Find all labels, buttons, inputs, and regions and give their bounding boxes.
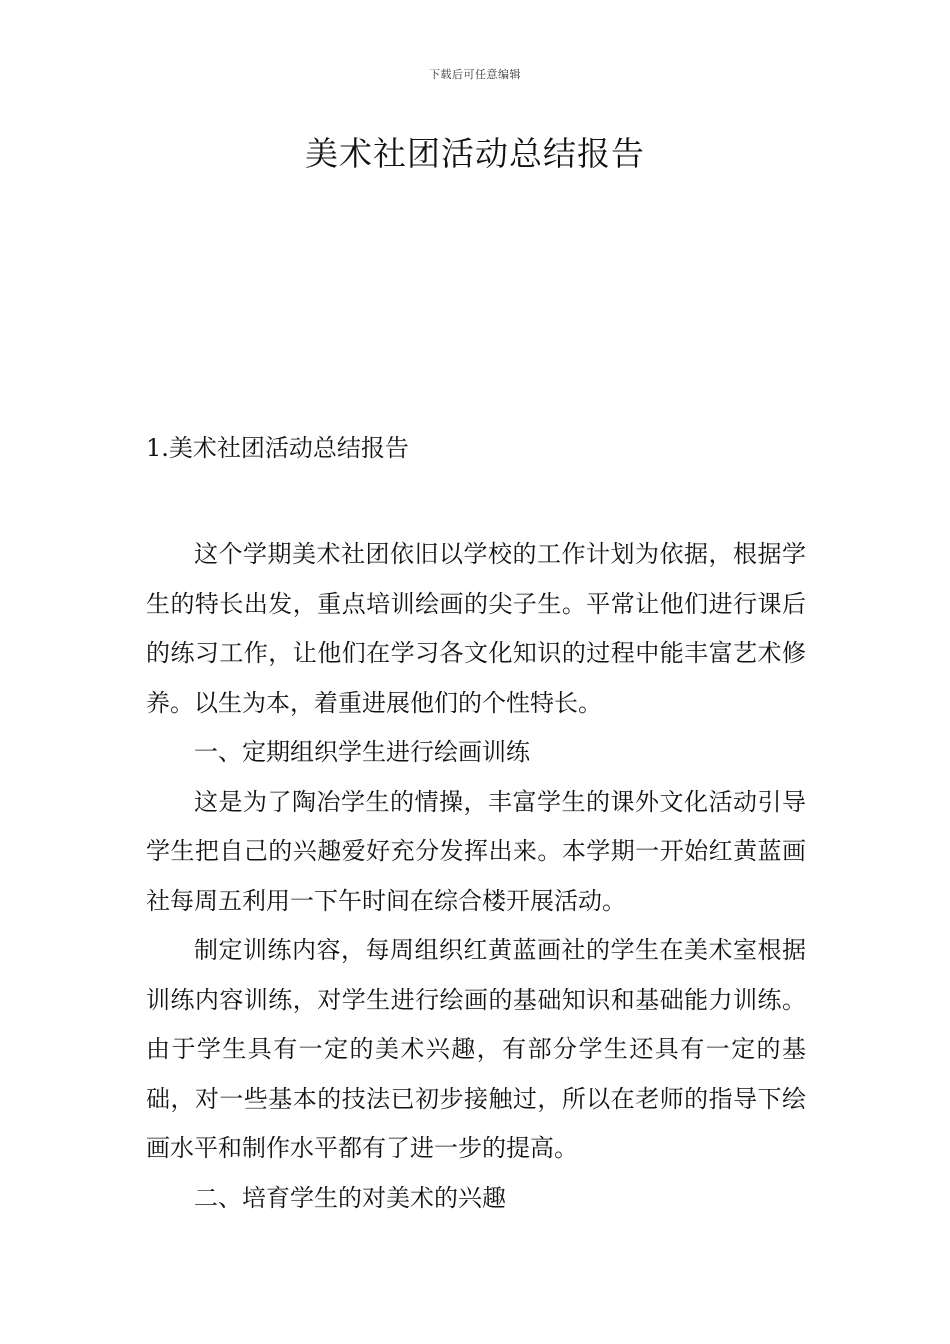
paragraph-subheading-two: 二、培育学生的对美术的兴趣 <box>194 1183 506 1212</box>
paragraph-subheading-one: 一、定期组织学生进行绘画训练 <box>194 738 530 766</box>
page-header-note: 下载后可任意编辑 <box>429 68 521 81</box>
section-heading: 1.美术社团活动总结报告 <box>146 434 409 462</box>
document-title: 美术社团活动总结报告 <box>305 134 645 173</box>
paragraph-intro: 这个学期美术社团依旧以学校的工作计划为依据，根据学生的特长出发，重点培训绘画的尖子生。平常让他们进行课后的练习工作，让他们在学习各文化知识的过程中能丰富艺术修养。以生为本，着重进展他们的个性特长。 <box>146 540 806 717</box>
paragraph-training: 制定训练内容，每周组织红黄蓝画社的学生在美术室根据训练内容训练，对学生进行绘画的基础知识和基础能力训练。由于学生具有一定的美术兴趣，有部分学生还具有一定的基础，对一些基本的技法已初步接触过，所以在老师的指导下绘画水平和制作水平都有了进一步的提高。 <box>146 936 806 1162</box>
document-body <box>146 530 806 1223</box>
paragraph-purpose: 这是为了陶冶学生的情操，丰富学生的课外文化活动引导学生把自己的兴趣爱好充分发挥出来。本学期一开始红黄蓝画社每周五利用一下午时间在综合楼开展活动。 <box>146 787 806 915</box>
